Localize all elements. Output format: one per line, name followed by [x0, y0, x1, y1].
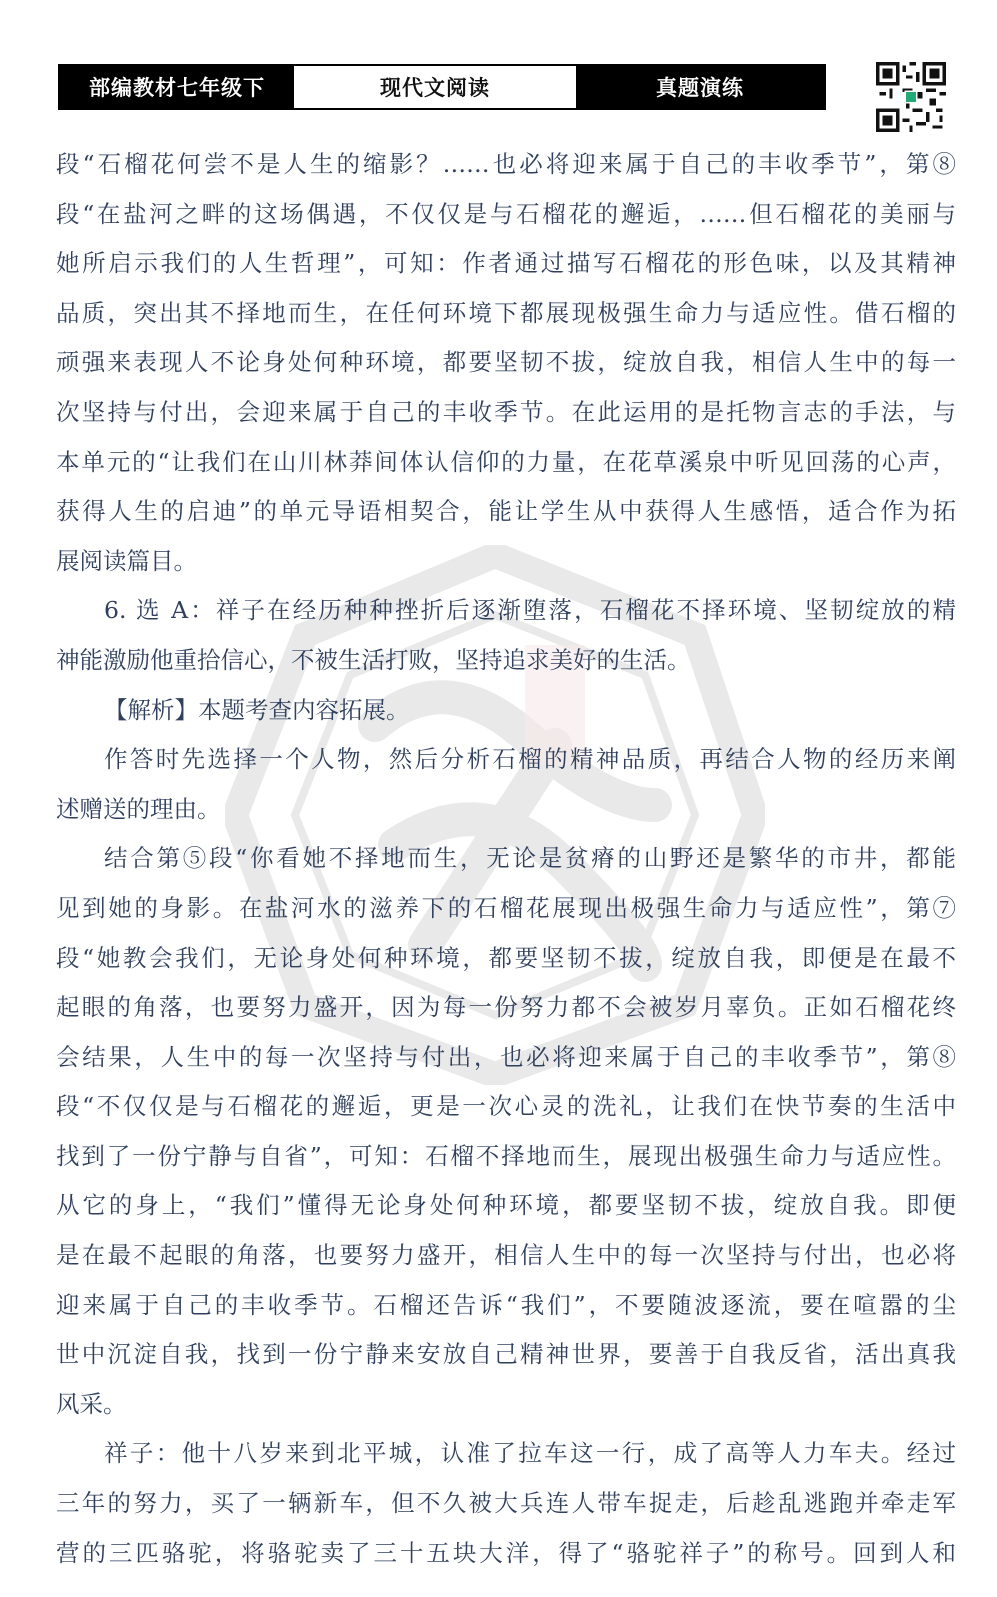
- header-subject-label: 现代文阅读: [294, 66, 576, 108]
- text-line: 会结果，人生中的每一次坚持与付出，也必将迎来属于自己的丰收季节”，第⑧: [56, 1042, 956, 1071]
- text-line: 次坚持与付出，会迎来属于自己的丰收季节。在此运用的是托物言志的手法，与: [56, 397, 956, 426]
- text-line: 起眼的角落，也要努力盛开，因为每一份努力都不会被岁月辜负。正如石榴花终: [56, 993, 956, 1022]
- text-line: 段“在盐河之畔的这场偶遇，不仅仅是与石榴花的邂逅，……但石榴花的美丽与: [56, 199, 956, 228]
- text-line: 品质，突出其不择地而生，在任何环境下都展现极强生命力与适应性。借石榴的: [56, 298, 956, 327]
- text-line: 段“不仅仅是与石榴花的邂逅，更是一次心灵的洗礼，让我们在快节奏的生活中: [56, 1092, 956, 1121]
- text-line: 展阅读篇目。: [56, 546, 197, 575]
- text-line: 顽强来表现人不论身处何种环境，都要坚韧不拔，绽放自我，相信人生中的每一: [56, 348, 956, 377]
- header-bar: [58, 64, 826, 110]
- text-line: 段“她教会我们，无论身处何种环境，都要坚韧不拔，绽放自我，即便是在最不: [56, 943, 956, 972]
- text-line: 作答时先选择一个人物，然后分析石榴的精神品质，再结合人物的经历来阐: [104, 745, 956, 774]
- text-line: 是在最不起眼的角落，也要努力盛开，相信人生中的每一次坚持与付出，也必将: [56, 1241, 956, 1270]
- text-line: 祥子：他十八岁来到北平城，认准了拉车这一行，成了高等人力车夫。经过: [104, 1439, 956, 1468]
- text-line: 段“石榴花何尝不是人生的缩影？……也必将迎来属于自己的丰收季节”，第⑧: [56, 150, 956, 178]
- text-line: 她所启示我们的人生哲理”，可知：作者通过描写石榴花的形色味，以及其精神: [56, 249, 956, 278]
- analysis-heading: 【解析】本题考查内容拓展。: [104, 695, 410, 724]
- text-line: 从它的身上，“我们”懂得无论身处何种环境，都要坚韧不拔，绽放自我。即便: [56, 1191, 956, 1220]
- header-section-label: 真题演练: [576, 66, 824, 108]
- answer-text-body: [56, 140, 956, 1578]
- text-line: 神能激励他重拾信心，不被生活打败，坚持追求美好的生活。: [56, 645, 691, 674]
- text-line: 找到了一份宁静与自省”，可知：石榴不择地而生，展现出极强生命力与适应性。: [56, 1141, 956, 1170]
- text-line: 三年的努力，买了一辆新车，但不久被大兵连人带车捉走，后趁乱逃跑并牵走军: [56, 1489, 956, 1518]
- text-line: 世中沉淀自我，找到一份宁静来安放自己精神世界，要善于自我反省，活出真我: [56, 1340, 956, 1369]
- qr-code-icon: [876, 62, 946, 132]
- text-line: 结合第⑤段“你看她不择地而生，无论是贫瘠的山野还是繁华的市井，都能: [104, 844, 956, 873]
- text-line: 迎来属于自己的丰收季节。石榴还告诉“我们”，不要随波逐流，要在喧嚣的尘: [56, 1290, 956, 1319]
- text-line: 本单元的“让我们在山川林莽间体认信仰的力量，在花草溪泉中听见回荡的心声，: [56, 447, 956, 476]
- header-grade-label: 部编教材七年级下: [60, 66, 294, 108]
- text-line: 营的三匹骆驼，将骆驼卖了三十五块大洋，得了“骆驼祥子”的称号。回到人和: [56, 1538, 956, 1567]
- text-line: 见到她的身影。在盐河水的滋养下的石榴花展现出极强生命力与适应性”，第⑦: [56, 893, 956, 922]
- text-line: 述赠送的理由。: [56, 794, 221, 823]
- question-6-answer: 6. 选 A：祥子在经历种种挫折后逐渐堕落，石榴花不择环境、坚韧绽放的精: [104, 596, 956, 625]
- text-line: 风采。: [56, 1389, 127, 1418]
- text-line: 获得人生的启迪”的单元导语相契合，能让学生从中获得人生感悟，适合作为拓: [56, 497, 956, 526]
